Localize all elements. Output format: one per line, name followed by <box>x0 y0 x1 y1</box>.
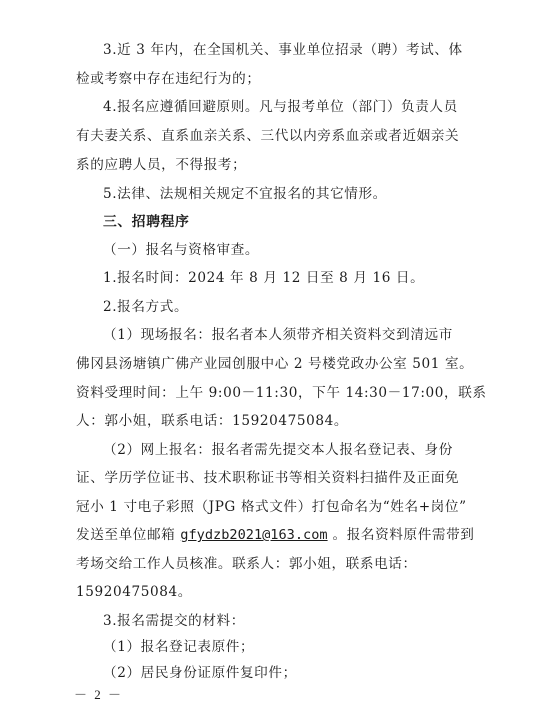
paragraph-text: 。报名资料原件需带到 <box>327 527 475 543</box>
paragraph-line: 人：郭小姐，联系电话：15920475084。 <box>76 413 349 429</box>
subsection-heading: （一）报名与资格审查。 <box>103 242 260 258</box>
paragraph-line: 3.报名需提交的材料： <box>103 613 245 629</box>
email-link[interactable]: gfydzb2021@163.com <box>180 527 328 543</box>
paragraph-line: 4.报名应遵循回避原则。凡与报考单位（部门）负责人员 <box>103 99 458 115</box>
section-heading: 三、招聘程序 <box>103 214 190 230</box>
paragraph-line: 5.法律、法规相关规定不宜报名的其它情形。 <box>103 186 387 202</box>
list-item: （2）居民身份证原件复印件； <box>103 665 297 681</box>
paragraph-line: 有夫妻关系、直系血亲关系、三代以内旁系血亲或者近姻亲关 <box>76 128 460 144</box>
paragraph-line: 3.近 3 年内，在全国机关、事业单位招录（聘）考试、体 <box>103 42 463 58</box>
paragraph-line: 1.报名时间：2024 年 8 月 12 日至 8 月 16 日。 <box>103 270 425 286</box>
paragraph-text: 发送至单位邮箱 <box>76 527 181 543</box>
paragraph-line: （2）网上报名：报名者需先提交本人报名登记表、身份 <box>103 442 453 458</box>
paragraph-line: 2.报名方式。 <box>103 299 189 315</box>
paragraph-line: 资料受理时间：上午 9:00－11:30，下午 14:30－17:00，联系 <box>76 385 487 401</box>
paragraph-line: 考场交给工作人员核准。联系人：郭小姐，联系电话： <box>76 556 417 572</box>
paragraph-line: 15920475084。 <box>76 584 192 600</box>
paragraph-line: 证、学历学位证书、技术职称证书等相关资料扫描件及正面免 <box>76 470 460 486</box>
page-number: － 2 － <box>74 687 124 702</box>
paragraph-line: 检或考察中存在违纪行为的； <box>76 71 261 87</box>
list-item: （1）报名登记表原件； <box>103 639 255 655</box>
paragraph-line: （1）现场报名：报名者本人须带齐相关资料交到清远市 <box>103 327 453 343</box>
paragraph-line: 佛冈县汤塘镇广佛产业园创服中心 2 号楼党政办公室 501 室。 <box>76 356 474 372</box>
paragraph-line-with-email <box>76 525 486 545</box>
paragraph-line: 冠小 1 寸电子彩照（JPG 格式文件）打包命名为“姓名+岗位” <box>76 499 467 515</box>
paragraph-line: 系的应聘人员，不得报考； <box>76 157 247 173</box>
